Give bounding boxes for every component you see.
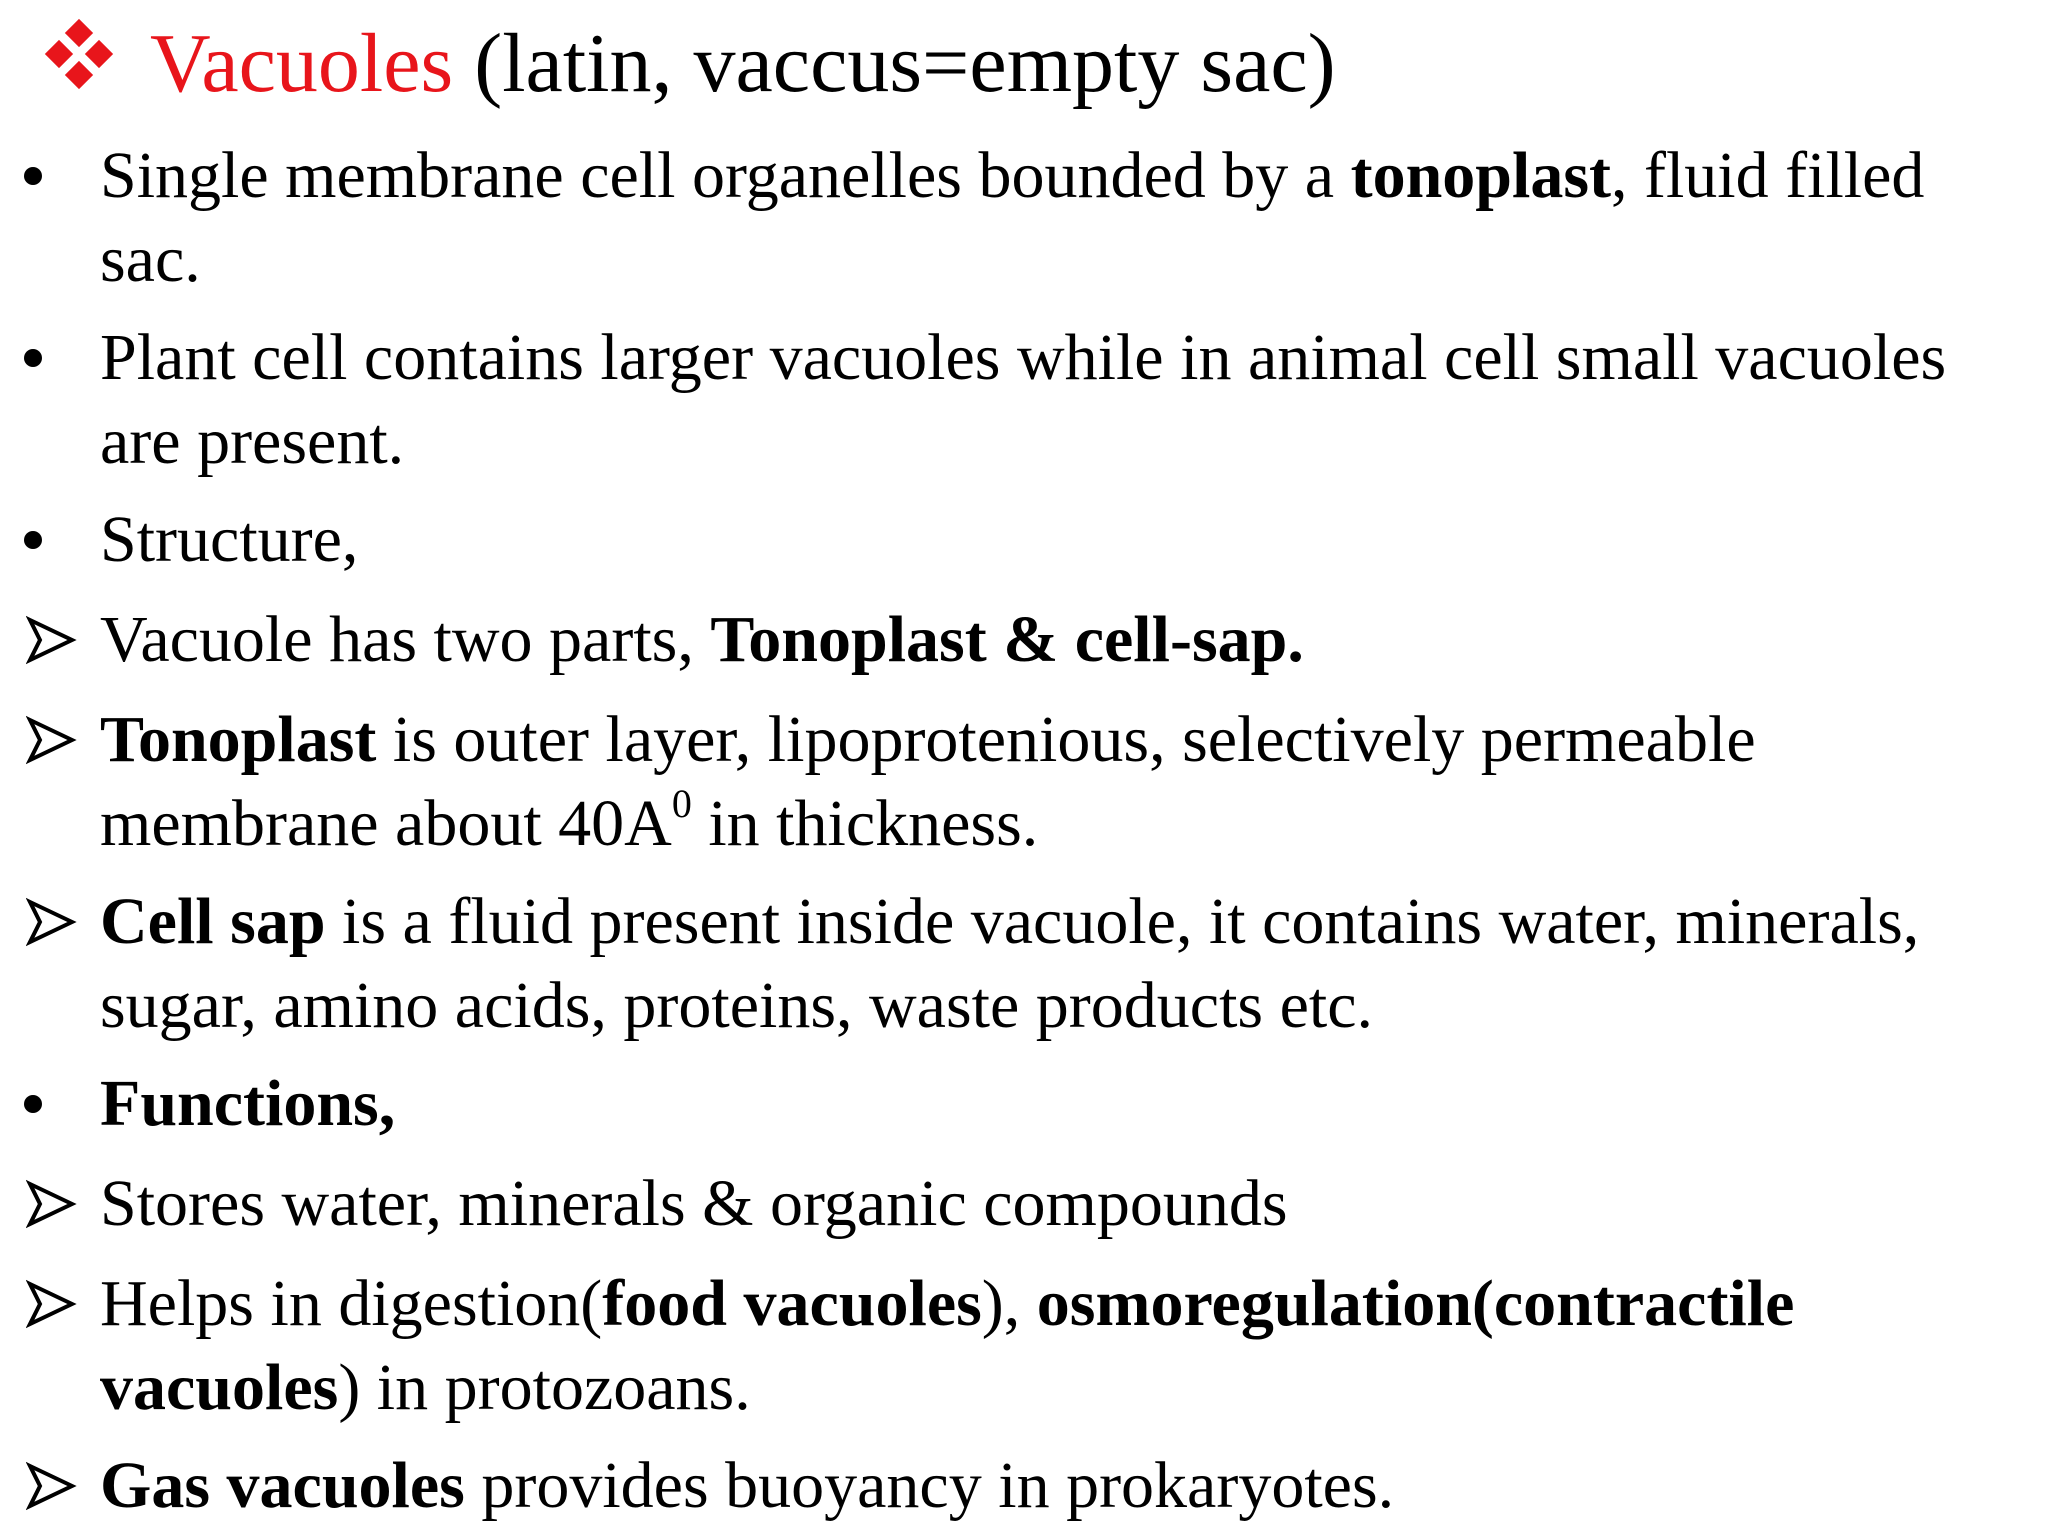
bullet-dot-icon	[24, 1095, 42, 1113]
item-line: Vacuole has two parts, Tonoplast & cell-sap.	[100, 603, 1304, 676]
list-item	[0, 498, 2040, 582]
arrowhead-icon	[26, 896, 78, 948]
arrowhead-icon	[26, 1278, 78, 1330]
item-line: sac.	[100, 223, 201, 296]
item-line: Tonoplast is outer layer, lipoprotenious, selectively permeable	[100, 703, 1756, 776]
item-line: Gas vacuoles provides buoyancy in prokaryotes.	[100, 1449, 1395, 1522]
item-line: are present.	[100, 405, 405, 478]
four-diamond-icon	[46, 21, 112, 87]
list-item	[0, 1262, 2040, 1430]
item-line: Cell sap is a fluid present inside vacuole, it contains water, minerals,	[100, 885, 1920, 958]
item-line: vacuoles) in protozoans.	[100, 1351, 751, 1424]
arrowhead-icon	[26, 614, 78, 666]
list-item	[0, 598, 2040, 682]
title-heading: Vacuoles	[150, 17, 454, 110]
item-line: Structure,	[100, 503, 359, 576]
title-etymology: (latin, vaccus=empty sac)	[453, 17, 1336, 110]
list-item	[0, 1162, 2040, 1246]
list-item	[0, 1444, 2040, 1528]
list-item	[0, 1062, 2040, 1146]
arrowhead-icon	[26, 714, 78, 766]
item-line: membrane about $40A^0$ in thickness.	[100, 781, 1039, 860]
bullet-dot-icon	[24, 531, 42, 549]
arrowhead-icon	[26, 1460, 78, 1512]
list-item	[0, 880, 2040, 1048]
arrowhead-icon	[26, 1178, 78, 1230]
item-line: Stores water, minerals & organic compounds	[100, 1167, 1288, 1240]
list-item	[0, 316, 2040, 484]
bullet-dot-icon	[24, 349, 42, 367]
item-line: sugar, amino acids, proteins, waste products etc.	[100, 969, 1374, 1042]
list-item	[0, 698, 2040, 866]
slide-title	[46, 14, 1336, 114]
list-item	[0, 134, 2040, 302]
item-line: Helps in digestion(food vacuoles), osmoregulation(contractile	[100, 1267, 1795, 1340]
item-line: Single membrane cell organelles bounded by a tonoplast, fluid filled	[100, 139, 1925, 212]
item-line: Plant cell contains larger vacuoles while in animal cell small vacuoles	[100, 321, 1947, 394]
item-line: Functions,	[100, 1067, 396, 1140]
bullet-dot-icon	[24, 167, 42, 185]
